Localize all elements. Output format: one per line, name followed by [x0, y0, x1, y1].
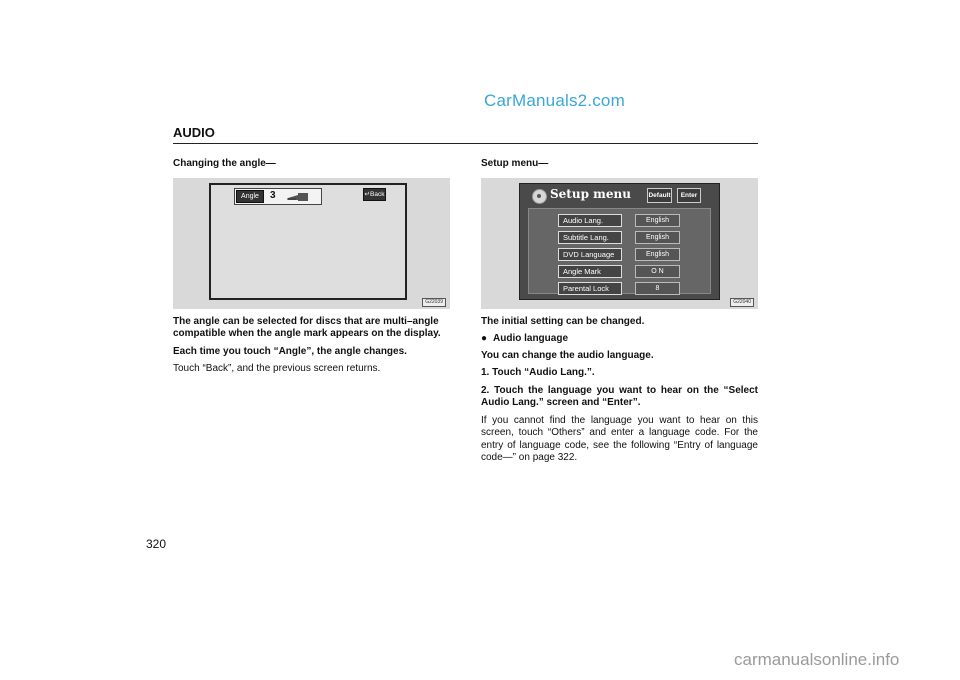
disc-icon: [532, 189, 547, 204]
figure-code: G22040: [730, 298, 754, 307]
figure-code: G22039: [422, 298, 446, 307]
parental-lock-button[interactable]: Parental Lock: [558, 282, 622, 295]
angle-para-2: Each time you touch “Angle”, the angle changes.: [173, 345, 407, 357]
angle-mark-button[interactable]: Angle Mark: [558, 265, 622, 278]
angle-figure: [173, 178, 450, 309]
angle-para-3: Touch “Back”, and the previous screen returns.: [173, 363, 381, 374]
bullet-label: Audio language: [493, 333, 568, 344]
setup-menu-panel: [528, 208, 711, 294]
angle-screen: [209, 183, 407, 300]
setup-step-2: 2. Touch the language you want to hear on the “Select Audio Lang.” screen and “Enter”.: [481, 384, 758, 408]
angle-number: 3: [270, 189, 276, 201]
angle-para-1: The angle can be selected for discs that are multi–angle compatible when the angle mark appears on the display.: [173, 315, 441, 339]
page-number: 320: [146, 537, 167, 551]
setup-title: Setup menu: [550, 186, 631, 201]
angle-button[interactable]: Angle: [236, 190, 264, 203]
setup-step-1: 1. Touch “Audio Lang.”.: [481, 367, 595, 378]
setup-screen: [519, 183, 720, 300]
angle-mark-icon: [286, 192, 310, 202]
dvd-language-button[interactable]: DVD Language: [558, 248, 622, 261]
default-button[interactable]: Default: [647, 188, 672, 203]
audio-lang-value: English: [635, 214, 680, 227]
bullet-icon: ●: [481, 333, 488, 344]
setup-para-1: The initial setting can be changed.: [481, 315, 645, 327]
angle-mark-value: O N: [635, 265, 680, 278]
back-button[interactable]: [363, 188, 386, 201]
subtitle-lang-value: English: [635, 231, 680, 244]
angle-bar: [234, 188, 322, 205]
bullet-audio-language: [481, 333, 758, 346]
section-title: AUDIO: [173, 125, 215, 140]
subtitle-lang-button[interactable]: Subtitle Lang.: [558, 231, 622, 244]
watermark-top: CarManuals2.com: [484, 91, 625, 110]
return-arrow-icon: ↵: [364, 190, 370, 198]
enter-button[interactable]: Enter: [677, 188, 701, 203]
right-column: [481, 158, 758, 470]
setup-para-3: If you cannot find the language you want to hear on this screen, touch “Others” and enter a language code. For the entry of language code, see the following “Entry of language code—” on page 322.: [481, 414, 758, 463]
watermark-bottom: carmanualsonline.info: [734, 650, 900, 669]
header-rule: [173, 143, 758, 144]
dvd-language-value: English: [635, 248, 680, 261]
angle-heading: Changing the angle—: [173, 158, 276, 169]
back-label: Back: [370, 190, 385, 198]
parental-lock-value: 8: [635, 282, 680, 295]
audio-lang-button[interactable]: Audio Lang.: [558, 214, 622, 227]
left-column: [173, 158, 450, 381]
setup-para-2: You can change the audio language.: [481, 349, 654, 361]
setup-figure: [481, 178, 758, 309]
setup-heading: Setup menu—: [481, 158, 549, 169]
